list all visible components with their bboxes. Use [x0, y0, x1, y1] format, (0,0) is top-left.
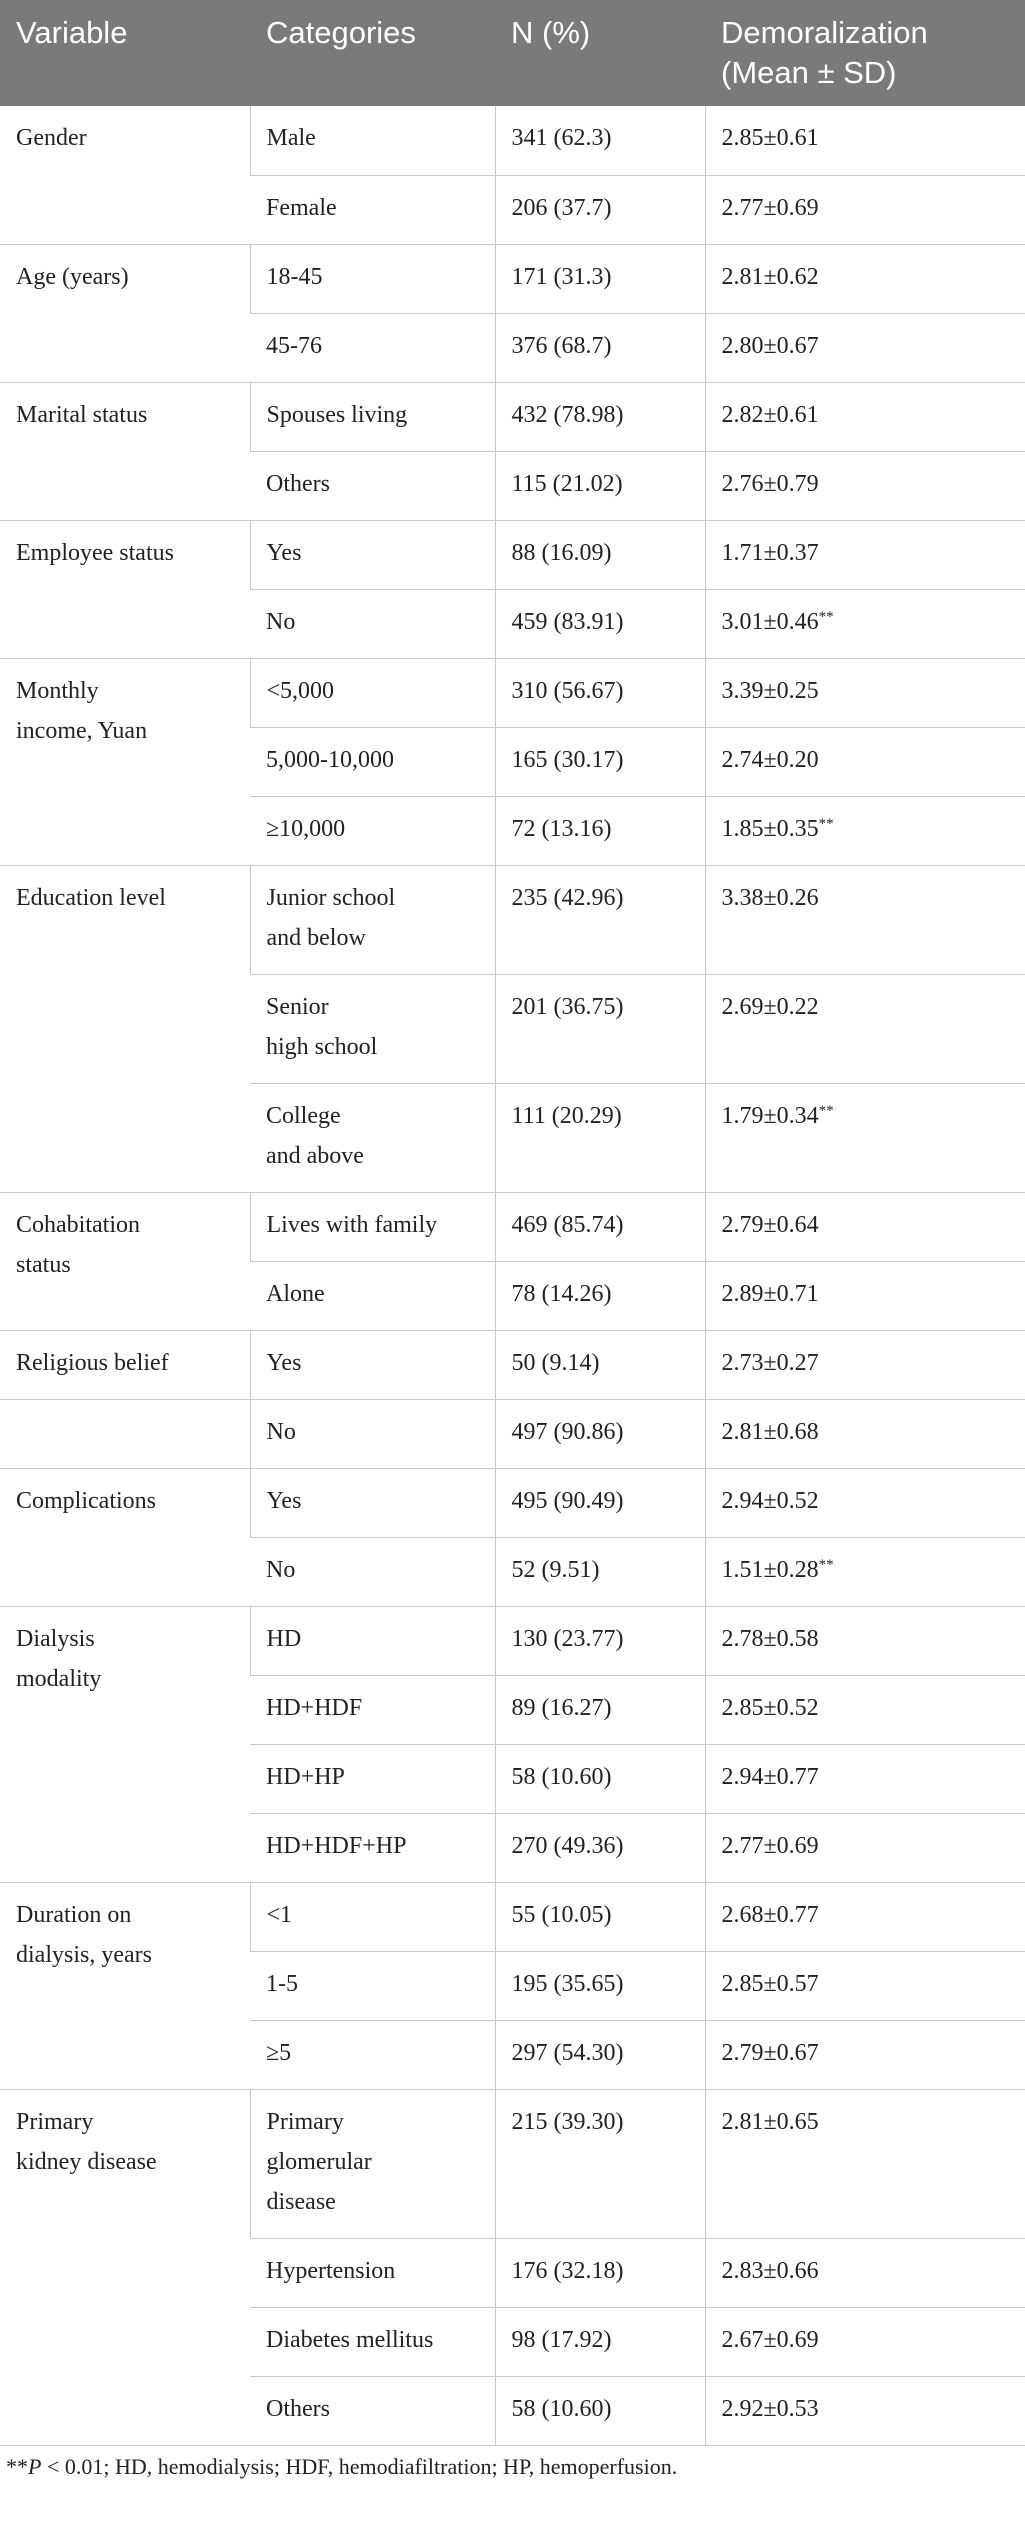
n-percent-cell: 176 (32.18)	[495, 2238, 705, 2307]
demoralization-cell	[705, 1882, 1025, 1951]
category-cell: Senior high school	[250, 974, 495, 1083]
n-percent-cell: 89 (16.27)	[495, 1675, 705, 1744]
table-footnote	[6, 2454, 677, 2480]
mean-sd-value: 2.80±0.67	[721, 332, 819, 359]
demoralization-cell	[705, 1192, 1025, 1261]
category-cell: Alone	[250, 1261, 495, 1330]
n-percent-cell: 497 (90.86)	[495, 1399, 705, 1468]
demoralization-cell	[705, 658, 1025, 727]
n-percent-cell: 341 (62.3)	[495, 106, 705, 175]
category-cell: No	[250, 589, 495, 658]
demoralization-cell	[705, 2238, 1025, 2307]
demoralization-cell	[705, 520, 1025, 589]
mean-sd-value: 2.79±0.64	[721, 1211, 819, 1238]
significance-marker: **	[818, 1556, 834, 1573]
n-percent-cell: 111 (20.29)	[495, 1083, 705, 1192]
variable-cell: Monthly income, Yuan	[0, 658, 250, 865]
demoralization-cell	[705, 589, 1025, 658]
n-percent-cell: 215 (39.30)	[495, 2089, 705, 2238]
n-percent-cell: 98 (17.92)	[495, 2307, 705, 2376]
category-cell: HD+HDF+HP	[250, 1813, 495, 1882]
n-percent-cell: 130 (23.77)	[495, 1606, 705, 1675]
variable-cell: Religious belief	[0, 1330, 250, 1399]
variable-cell: Dialysis modality	[0, 1606, 250, 1882]
category-cell: Junior school and below	[250, 865, 495, 974]
demoralization-cell	[705, 2376, 1025, 2445]
mean-sd-value: 2.68±0.77	[721, 1901, 819, 1928]
table-row	[0, 1882, 1025, 1951]
n-percent-cell: 58 (10.60)	[495, 2376, 705, 2445]
mean-sd-value: 2.81±0.62	[721, 263, 819, 290]
mean-sd-value: 2.85±0.61	[721, 125, 819, 151]
variable-cell: Gender	[0, 106, 250, 244]
category-cell: Hypertension	[250, 2238, 495, 2307]
footnote-text: < 0.01; HD, hemodialysis; HDF, hemodiafiltration; HP, hemoperfusion.	[41, 2453, 678, 2479]
n-percent-cell: 115 (21.02)	[495, 451, 705, 520]
variable-cell: Duration on dialysis, years	[0, 1882, 250, 2089]
mean-sd-value: 2.94±0.52	[721, 1487, 819, 1514]
mean-sd-value: 2.74±0.20	[721, 746, 819, 773]
demoralization-cell	[705, 1261, 1025, 1330]
n-percent-cell: 165 (30.17)	[495, 727, 705, 796]
category-cell: 18-45	[250, 244, 495, 313]
n-percent-cell: 459 (83.91)	[495, 589, 705, 658]
category-cell: 1-5	[250, 1951, 495, 2020]
category-cell: Yes	[250, 1330, 495, 1399]
table-row	[0, 106, 1025, 175]
table-row	[0, 2089, 1025, 2238]
n-percent-cell: 52 (9.51)	[495, 1537, 705, 1606]
mean-sd-value: 3.01±0.46	[721, 608, 819, 635]
n-percent-cell: 88 (16.09)	[495, 520, 705, 589]
category-cell: HD+HDF	[250, 1675, 495, 1744]
variable-cell: Employee status	[0, 520, 250, 658]
demoralization-cell	[705, 2307, 1025, 2376]
category-cell: Others	[250, 2376, 495, 2445]
mean-sd-value: 2.94±0.77	[721, 1763, 819, 1790]
category-cell: 5,000-10,000	[250, 727, 495, 796]
demoralization-cell	[705, 1537, 1025, 1606]
category-cell: Lives with family	[250, 1192, 495, 1261]
mean-sd-value: 2.82±0.61	[721, 401, 819, 428]
category-cell: HD+HP	[250, 1744, 495, 1813]
header-row	[0, 0, 1025, 106]
demoralization-cell	[705, 1951, 1025, 2020]
table-row	[0, 1330, 1025, 1399]
table-row	[0, 1192, 1025, 1261]
demoralization-cell	[705, 382, 1025, 451]
mean-sd-value: 2.81±0.68	[721, 1418, 819, 1445]
category-cell: No	[250, 1537, 495, 1606]
category-cell: Yes	[250, 1468, 495, 1537]
n-percent-cell: 58 (10.60)	[495, 1744, 705, 1813]
table-row	[0, 865, 1025, 974]
table-row	[0, 1399, 1025, 1468]
category-cell: Others	[250, 451, 495, 520]
mean-sd-value: 2.67±0.69	[721, 2326, 819, 2353]
n-percent-cell: 50 (9.14)	[495, 1330, 705, 1399]
mean-sd-value: 2.77±0.69	[721, 194, 819, 221]
mean-sd-value: 2.92±0.53	[721, 2395, 819, 2422]
mean-sd-value: 3.39±0.25	[721, 677, 819, 704]
category-cell: Spouses living	[250, 382, 495, 451]
n-percent-cell: 376 (68.7)	[495, 313, 705, 382]
n-percent-cell: 235 (42.96)	[495, 865, 705, 974]
variable-cell: Marital status	[0, 382, 250, 520]
mean-sd-value: 2.85±0.52	[721, 1694, 819, 1721]
header-variable: Variable	[0, 0, 250, 106]
mean-sd-value: 2.81±0.65	[721, 2108, 819, 2135]
n-percent-cell: 297 (54.30)	[495, 2020, 705, 2089]
demoralization-cell	[705, 1399, 1025, 1468]
n-percent-cell: 206 (37.7)	[495, 175, 705, 244]
mean-sd-value: 2.73±0.27	[721, 1349, 819, 1376]
table-row	[0, 520, 1025, 589]
mean-sd-value: 2.79±0.67	[721, 2039, 819, 2066]
category-cell: 45-76	[250, 313, 495, 382]
demoralization-cell	[705, 1330, 1025, 1399]
demoralization-cell	[705, 1813, 1025, 1882]
table-row	[0, 244, 1025, 313]
n-percent-cell: 55 (10.05)	[495, 1882, 705, 1951]
demoralization-cell	[705, 1083, 1025, 1192]
category-cell: HD	[250, 1606, 495, 1675]
category-cell: <5,000	[250, 658, 495, 727]
variable-cell: Complications	[0, 1468, 250, 1606]
demoralization-cell	[705, 1606, 1025, 1675]
significance-marker: **	[818, 1102, 834, 1119]
demoralization-cell	[705, 313, 1025, 382]
category-cell: ≥5	[250, 2020, 495, 2089]
variable-cell: Primary kidney disease	[0, 2089, 250, 2445]
table-row	[0, 1606, 1025, 1675]
variable-cell: Education level	[0, 865, 250, 1192]
category-cell: Yes	[250, 520, 495, 589]
mean-sd-value: 2.83±0.66	[721, 2257, 819, 2284]
demoralization-cell	[705, 1468, 1025, 1537]
n-percent-cell: 195 (35.65)	[495, 1951, 705, 2020]
demoralization-cell	[705, 796, 1025, 865]
n-percent-cell: 469 (85.74)	[495, 1192, 705, 1261]
mean-sd-value: 1.51±0.28	[721, 1556, 819, 1583]
n-percent-cell: 432 (78.98)	[495, 382, 705, 451]
mean-sd-value: 1.79±0.34	[721, 1102, 819, 1129]
mean-sd-value: 2.76±0.79	[721, 470, 819, 497]
category-cell: <1	[250, 1882, 495, 1951]
demoralization-cell	[705, 2020, 1025, 2089]
table-row	[0, 382, 1025, 451]
demoralization-cell	[705, 451, 1025, 520]
header-demoralization: Demoralization (Mean ± SD)	[705, 0, 1025, 106]
mean-sd-value: 1.85±0.35	[721, 815, 819, 842]
n-percent-cell: 171 (31.3)	[495, 244, 705, 313]
variable-cell: Age (years)	[0, 244, 250, 382]
table-body	[0, 106, 1025, 2445]
category-cell: Male	[250, 106, 495, 175]
n-percent-cell: 495 (90.49)	[495, 1468, 705, 1537]
demoralization-cell	[705, 2089, 1025, 2238]
mean-sd-value: 2.78±0.58	[721, 1625, 819, 1652]
header-categories: Categories	[250, 0, 495, 106]
demoralization-cell	[705, 1675, 1025, 1744]
n-percent-cell: 270 (49.36)	[495, 1813, 705, 1882]
n-percent-cell: 201 (36.75)	[495, 974, 705, 1083]
demoralization-cell	[705, 106, 1025, 175]
category-cell: ≥10,000	[250, 796, 495, 865]
demoralization-cell	[705, 974, 1025, 1083]
category-cell: Female	[250, 175, 495, 244]
mean-sd-value: 3.38±0.26	[721, 884, 819, 911]
significance-marker: **	[818, 815, 834, 832]
category-cell: College and above	[250, 1083, 495, 1192]
category-cell: Primary glomerular disease	[250, 2089, 495, 2238]
mean-sd-value: 2.85±0.57	[721, 1970, 819, 1997]
header-n-percent: N (%)	[495, 0, 705, 106]
mean-sd-value: 2.77±0.69	[721, 1832, 819, 1859]
demoralization-cell	[705, 865, 1025, 974]
demoralization-cell	[705, 1744, 1025, 1813]
n-percent-cell: 310 (56.67)	[495, 658, 705, 727]
demoralization-cell	[705, 244, 1025, 313]
n-percent-cell: 72 (13.16)	[495, 796, 705, 865]
category-cell: Diabetes mellitus	[250, 2307, 495, 2376]
demoralization-cell	[705, 175, 1025, 244]
variable-cell: Cohabitation status	[0, 1192, 250, 1330]
table-row	[0, 1468, 1025, 1537]
mean-sd-value: 2.89±0.71	[721, 1280, 819, 1307]
footnote-stars: **	[6, 2453, 28, 2479]
footnote-p: P	[28, 2453, 42, 2479]
category-cell: No	[250, 1399, 495, 1468]
significance-marker: **	[818, 608, 834, 625]
mean-sd-value: 2.69±0.22	[721, 993, 819, 1020]
demoralization-cell	[705, 727, 1025, 796]
mean-sd-value: 1.71±0.37	[721, 539, 819, 566]
variable-cell	[0, 1399, 250, 1468]
n-percent-cell: 78 (14.26)	[495, 1261, 705, 1330]
table-row	[0, 658, 1025, 727]
